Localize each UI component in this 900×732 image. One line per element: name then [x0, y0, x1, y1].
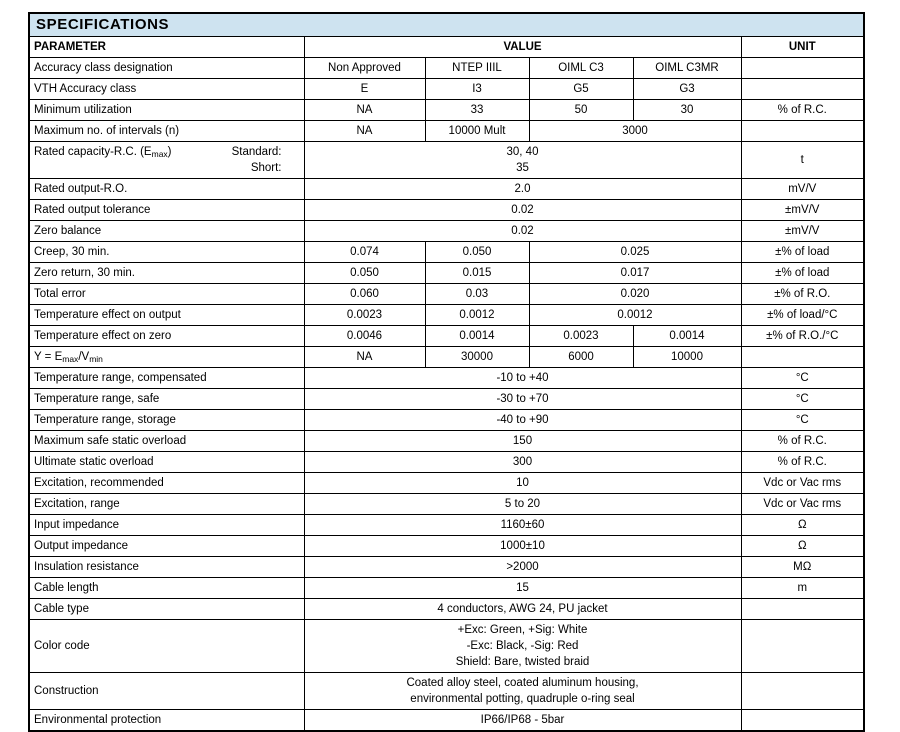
value-cell: 0.060 — [304, 284, 425, 305]
value-cell: NA — [304, 347, 425, 368]
value-cell: Non Approved — [304, 58, 425, 79]
parameter-cell: Insulation resistance — [29, 557, 304, 578]
value-cell: 33 — [425, 100, 529, 121]
parameter-cell: Cable length — [29, 578, 304, 599]
unit-cell — [741, 79, 864, 100]
table-row — [29, 242, 864, 263]
value-cell: Coated alloy steel, coated aluminum housing, environmental potting, quadruple o-ring seal — [304, 673, 741, 710]
value-cell: 10 — [304, 473, 741, 494]
unit-cell: Vdc or Vac rms — [741, 473, 864, 494]
parameter-cell: Temperature range, safe — [29, 389, 304, 410]
table-row — [29, 673, 864, 710]
unit-cell — [741, 58, 864, 79]
value-cell: 0.0014 — [425, 326, 529, 347]
unit-cell: ±% of load — [741, 263, 864, 284]
value-cell: IP66/IP68 - 5bar — [304, 710, 741, 732]
unit-cell: % of R.C. — [741, 100, 864, 121]
table-row — [29, 410, 864, 431]
value-cell: 0.0023 — [529, 326, 633, 347]
unit-cell: m — [741, 578, 864, 599]
unit-cell: MΩ — [741, 557, 864, 578]
value-cell: 0.020 — [529, 284, 741, 305]
value-cell: 2.0 — [304, 179, 741, 200]
value-cell: >2000 — [304, 557, 741, 578]
spec-sheet — [28, 12, 863, 732]
parameter-cell: Zero balance — [29, 221, 304, 242]
unit-cell — [741, 620, 864, 673]
table-row — [29, 142, 864, 179]
unit-column-header: UNIT — [741, 37, 864, 58]
table-row — [29, 326, 864, 347]
table-title-row — [29, 13, 864, 37]
parameter-sublabels: Standard: Short: — [231, 146, 282, 174]
parameter-cell: VTH Accuracy class — [29, 79, 304, 100]
value-cell: 30000 — [425, 347, 529, 368]
unit-cell: °C — [741, 389, 864, 410]
value-cell: 0.0046 — [304, 326, 425, 347]
value-column-header: VALUE — [304, 37, 741, 58]
value-cell: NTEP IIIL — [425, 58, 529, 79]
unit-cell: ±% of load — [741, 242, 864, 263]
parameter-cell: Maximum no. of intervals (n) — [29, 121, 304, 142]
parameter-cell: Rated capacity-R.C. $(E_{max})$ Standard: Short: — [29, 142, 304, 179]
parameter-cell: Temperature range, storage — [29, 410, 304, 431]
table-row — [29, 58, 864, 79]
value-cell: 0.0012 — [425, 305, 529, 326]
parameter-cell: Cable type — [29, 599, 304, 620]
unit-cell: °C — [741, 410, 864, 431]
value-cell: 0.0014 — [633, 326, 741, 347]
spec-rows — [29, 58, 864, 732]
value-cell: 0.025 — [529, 242, 741, 263]
unit-cell: ±mV/V — [741, 221, 864, 242]
value-cell: 0.02 — [304, 221, 741, 242]
table-row — [29, 389, 864, 410]
value-cell: OIML C3MR — [633, 58, 741, 79]
value-cell: 3000 — [529, 121, 741, 142]
value-cell: 10000 — [633, 347, 741, 368]
value-cell: 6000 — [529, 347, 633, 368]
unit-cell: % of R.C. — [741, 452, 864, 473]
parameter-cell: Rated output-R.O. — [29, 179, 304, 200]
parameter-cell: Temperature effect on output — [29, 305, 304, 326]
parameter-cell: Temperature range, compensated — [29, 368, 304, 389]
page-title: SPECIFICATIONS — [29, 13, 864, 37]
unit-cell: ±% of load/°C — [741, 305, 864, 326]
parameter-cell: Construction — [29, 673, 304, 710]
value-cell: 0.0023 — [304, 305, 425, 326]
table-row — [29, 515, 864, 536]
table-row — [29, 100, 864, 121]
table-row — [29, 263, 864, 284]
unit-cell — [741, 673, 864, 710]
value-cell: 0.074 — [304, 242, 425, 263]
value-cell: I3 — [425, 79, 529, 100]
table-row — [29, 221, 864, 242]
table-row — [29, 368, 864, 389]
table-row — [29, 536, 864, 557]
value-cell: 30 — [633, 100, 741, 121]
value-cell: NA — [304, 121, 425, 142]
unit-cell: mV/V — [741, 179, 864, 200]
value-cell: 0.0012 — [529, 305, 741, 326]
value-cell: -30 to +70 — [304, 389, 741, 410]
table-row — [29, 347, 864, 368]
table-row — [29, 200, 864, 221]
parameter-cell: Maximum safe static overload — [29, 431, 304, 452]
table-row — [29, 710, 864, 732]
value-cell: G3 — [633, 79, 741, 100]
unit-cell — [741, 599, 864, 620]
value-cell: 150 — [304, 431, 741, 452]
unit-cell: °C — [741, 368, 864, 389]
value-cell: -40 to +90 — [304, 410, 741, 431]
table-row — [29, 494, 864, 515]
parameter-cell: Zero return, 30 min. — [29, 263, 304, 284]
specifications-table — [28, 12, 865, 732]
value-cell: 0.015 — [425, 263, 529, 284]
unit-cell — [741, 710, 864, 732]
value-cell: 1160±60 — [304, 515, 741, 536]
value-cell: G5 — [529, 79, 633, 100]
parameter-cell: Accuracy class designation — [29, 58, 304, 79]
parameter-cell: Excitation, range — [29, 494, 304, 515]
value-cell: 50 — [529, 100, 633, 121]
value-cell: 5 to 20 — [304, 494, 741, 515]
value-cell: 10000 Mult — [425, 121, 529, 142]
parameter-cell: Excitation, recommended — [29, 473, 304, 494]
value-cell: -10 to +40 — [304, 368, 741, 389]
value-cell: E — [304, 79, 425, 100]
unit-cell: Ω — [741, 515, 864, 536]
unit-cell: ±% of R.O. — [741, 284, 864, 305]
value-cell: 0.03 — [425, 284, 529, 305]
table-row — [29, 121, 864, 142]
value-cell: 0.050 — [304, 263, 425, 284]
table-row — [29, 599, 864, 620]
parameter-cell: Output impedance — [29, 536, 304, 557]
table-row — [29, 578, 864, 599]
unit-cell — [741, 121, 864, 142]
parameter-cell: Color code — [29, 620, 304, 673]
table-row — [29, 284, 864, 305]
value-cell: NA — [304, 100, 425, 121]
table-header-row — [29, 37, 864, 58]
parameter-cell: Ultimate static overload — [29, 452, 304, 473]
value-cell: OIML C3 — [529, 58, 633, 79]
value-cell: +Exc: Green, +Sig: White -Exc: Black, -Sig: Red Shield: Bare, twisted braid — [304, 620, 741, 673]
table-row — [29, 305, 864, 326]
unit-cell: % of R.C. — [741, 431, 864, 452]
parameter-cell: Total error — [29, 284, 304, 305]
parameter-cell: $Y = E_{max}/V_{min}$ — [29, 347, 304, 368]
value-cell: 0.050 — [425, 242, 529, 263]
unit-cell: ±% of R.O./°C — [741, 326, 864, 347]
value-cell: 0.02 — [304, 200, 741, 221]
unit-cell: Ω — [741, 536, 864, 557]
parameter-cell: Creep, 30 min. — [29, 242, 304, 263]
value-cell: 30, 40 35 — [304, 142, 741, 179]
table-row — [29, 179, 864, 200]
unit-cell: t — [741, 142, 864, 179]
table-row — [29, 79, 864, 100]
unit-cell: Vdc or Vac rms — [741, 494, 864, 515]
value-cell: 1000±10 — [304, 536, 741, 557]
parameter-cell: Minimum utilization — [29, 100, 304, 121]
parameter-cell: Environmental protection — [29, 710, 304, 732]
value-cell: 4 conductors, AWG 24, PU jacket — [304, 599, 741, 620]
table-row — [29, 557, 864, 578]
value-cell: 300 — [304, 452, 741, 473]
unit-cell: ±mV/V — [741, 200, 864, 221]
parameter-column-header: PARAMETER — [29, 37, 304, 58]
table-row — [29, 473, 864, 494]
value-cell: 0.017 — [529, 263, 741, 284]
table-row — [29, 452, 864, 473]
parameter-cell: Rated output tolerance — [29, 200, 304, 221]
unit-cell — [741, 347, 864, 368]
parameter-cell: Temperature effect on zero — [29, 326, 304, 347]
value-cell: 15 — [304, 578, 741, 599]
parameter-cell: Input impedance — [29, 515, 304, 536]
table-row — [29, 431, 864, 452]
table-row — [29, 620, 864, 673]
